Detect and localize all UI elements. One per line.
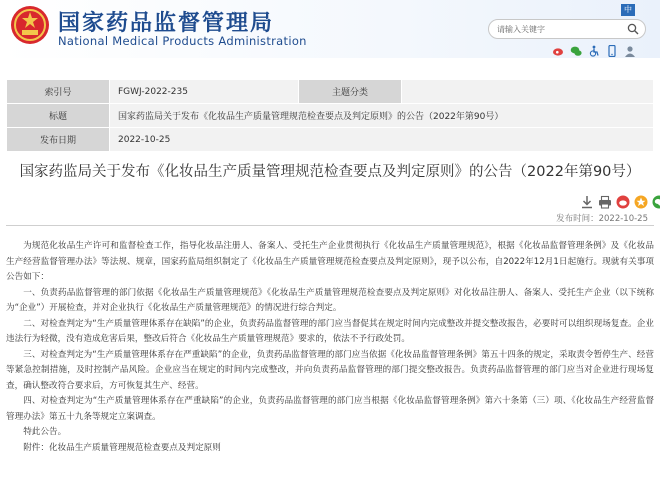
category-label: 主题分类 [299,80,402,104]
download-icon[interactable] [580,194,594,208]
publish-date-label: 发布日期 [7,128,110,152]
category-value [402,80,654,104]
document-info-table [6,79,654,152]
table-row [7,104,654,128]
index-number-label: 索引号 [7,80,110,104]
search-box [488,19,646,39]
site-name-cn[interactable]: 国家药品监督管理局 [58,11,275,36]
paragraph: 为规范化妆品生产许可和监督检查工作，指导化妆品注册人、备案人、受托生产企业贯彻执行《化妆品生产质量管理规范》，根据《化妆品监督管理条例》及《化妆品生产经营监督管理办法》等法规、规章，国家药监局组织制定了《化妆品生产质量管理规范检查要点及判定原则》，现予以公布，自2022年12月1日起施行。现就有关事项公告如下： [6,241,654,282]
share-qzone-icon[interactable] [634,194,648,208]
article-tools [580,194,660,208]
weibo-icon[interactable] [552,42,564,54]
divider [6,225,654,226]
mobile-icon[interactable] [606,42,618,54]
search-icon[interactable] [627,23,639,35]
index-number-value: FGWJ-2022-235 [110,80,299,104]
national-emblem-icon [10,5,50,45]
paragraph: 三、对检查判定为“生产质量管理体系存在严重缺陷”的企业，负责药品监督管理的部门应当依据《化妆品监督管理条例》第五十四条的规定，采取责令暂停生产、经营等紧急控制措施，及时控制产品风险。企业应当在规定的时间内完成整改，并向负责药品监督管理的部门提交整改报告。负责药品监督管理的部门应当对企业进行现场复查，确认整改符合要求后，方可恢复其生产、经营。 [6,349,654,391]
paragraph: 二、对检查判定为“生产质量管理体系存在缺陷”的企业，负责药品监督管理的部门应当督促其在规定时间内完成整改并提交整改报告，必要时可以组织现场复查。企业违法行为轻微，没有造成危害后果，整改后符合《化妆品生产质量管理规范》要求的，依法不予行政处罚。 [6,318,654,344]
quick-links [552,42,636,54]
table-row [7,80,654,104]
language-toggle[interactable]: 中 [621,4,635,16]
article-title: 国家药监局关于发布《化妆品生产质量管理规范检查要点及判定原则》的公告（2022年第90号） [19,164,641,180]
attachment-link[interactable]: 附件：化妆品生产质量管理规范检查要点及判定原则 [23,442,221,453]
site-name-en[interactable]: National Medical Products Administration [58,34,307,48]
accessibility-icon[interactable] [588,42,600,54]
share-wechat-icon[interactable] [652,194,660,208]
paragraph: 特此公告。 [23,427,67,437]
site-header [0,0,660,58]
search-input[interactable] [497,22,617,36]
user-icon[interactable] [624,42,636,54]
share-weibo-icon[interactable] [616,194,630,208]
print-icon[interactable] [598,194,612,208]
title-label: 标题 [7,104,110,128]
article-body [6,239,654,456]
wechat-icon[interactable] [570,42,582,54]
table-row [7,128,654,152]
paragraph: 四、对检查判定为“生产质量管理体系存在严重缺陷”的企业，负责药品监督管理的部门应当根据《化妆品监督管理条例》第六十条第（三）项、《化妆品生产经营监督管理办法》第五十九条等规定立案调查。 [6,396,654,422]
publish-time: 发布时间：2022-10-25 [556,214,648,224]
title-value: 国家药监局关于发布《化妆品生产质量管理规范检查要点及判定原则》的公告（2022年第90号） [110,104,654,128]
publish-date-value: 2022-10-25 [110,128,654,152]
paragraph: 一、负责药品监督管理的部门依据《化妆品生产质量管理规范》《化妆品生产质量管理规范检查要点及判定原则》对化妆品注册人、备案人、受托生产企业（以下统称为“企业”）开展检查，并对企业执行《化妆品生产质量管理规范》的情况进行综合判定。 [6,287,654,313]
